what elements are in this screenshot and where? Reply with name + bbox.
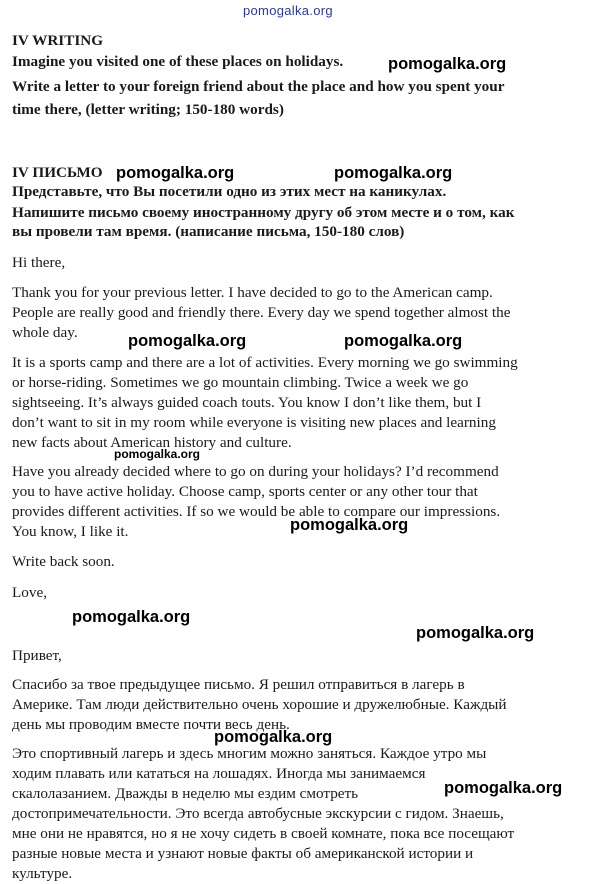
watermark: pomogalka.org (344, 332, 463, 350)
english-task-line: time there, (letter writing; 150-180 words) (12, 101, 284, 118)
russian-task-line: вы провели там время. (написание письма, 150-180 слов) (12, 223, 405, 240)
text-line: культуре. (12, 865, 73, 882)
english-task-line: Write a letter to your foreign friend about the place and how you spent your (12, 78, 505, 95)
text-line: It is a sports camp and there are a lot of activities. Every morning we go swimming (12, 354, 518, 371)
text-line: мне они не нравятся, но я не хочу сидеть в своей комнате, пока все посещают (12, 825, 515, 842)
russian-letter-paragraph (12, 675, 592, 735)
text-line: Спасибо за твое предыдущее письмо. Я решил отправиться в лагерь в (12, 676, 465, 693)
watermark: pomogalka.org (444, 779, 563, 797)
text-line: день мы проводим вместе почти весь день. (12, 716, 290, 733)
text-line: скалолазанием. Дважды в неделю мы ездим смотреть (12, 785, 359, 802)
watermark: pomogalka.org (334, 164, 453, 182)
russian-task-heading: IV ПИСЬМО (12, 164, 103, 181)
russian-task-line: Представьте, что Вы посетили одно из этих мест на каникулах. (12, 183, 447, 200)
watermark: pomogalka.org (416, 624, 535, 642)
english-letter-paragraph (12, 353, 592, 453)
english-task-line: Imagine you visited one of these places on holidays. (12, 53, 344, 70)
watermark: pomogalka.org (72, 608, 191, 626)
russian-letter-paragraph (12, 744, 592, 884)
text-line: ходим плавать или кататься на лошадях. Иногда мы занимаемся (12, 765, 426, 782)
text-line: you to have active holiday. Choose camp, sports center or any other tour that (12, 483, 478, 500)
watermark: pomogalka.org (290, 516, 409, 534)
text-line: Have you already decided where to go on during your holidays? I’d recommend (12, 463, 499, 480)
text-line: разные новые места и узнают новые факты об американской истории и (12, 845, 474, 862)
russian-task-line: Напишите письмо своему иностранному другу об этом месте и о том, как (12, 204, 515, 221)
watermark-top: pomogalka.org (243, 3, 333, 18)
text-line: Америке. Там люди действительно очень хорошие и дружелюбные. Каждый (12, 696, 507, 713)
english-letter-greeting: Hi there, (12, 254, 66, 271)
text-line: достопримечательности. Это всегда автобусные экскурсии с гидом. Знаешь, (12, 805, 504, 822)
watermark: pomogalka.org (214, 728, 333, 746)
text-line: or horse-riding. Sometimes we go mountain climbing. Twice a week we go (12, 374, 469, 391)
english-letter-signoff: Love, (12, 584, 48, 601)
text-line: Это спортивный лагерь и здесь многим можно заняться. Каждое утро мы (12, 745, 487, 762)
text-line: People are really good and friendly there. Every day we spend together almost the (12, 304, 511, 321)
russian-letter-greeting: Привет, (12, 647, 62, 664)
watermark: pomogalka.org (388, 55, 507, 73)
english-task-heading: IV WRITING (12, 32, 104, 49)
text-line: whole day. (12, 324, 78, 341)
text-line: sightseeing. It’s always guided coach touts. You know I don’t like them, but I (12, 394, 482, 411)
watermark: pomogalka.org (114, 447, 201, 461)
text-line: provides different activities. If so we would be able to compare our impressions. (12, 503, 501, 520)
watermark: pomogalka.org (116, 164, 235, 182)
english-letter-closing: Write back soon. (12, 553, 115, 570)
text-line: You know, I like it. (12, 523, 129, 540)
english-letter-paragraph (12, 283, 592, 343)
watermark: pomogalka.org (128, 332, 247, 350)
text-line: new facts about American history and culture. (12, 434, 292, 451)
text-line: don’t want to sit in my room while everyone is visiting new places and learning (12, 414, 496, 431)
text-line: Thank you for your previous letter. I have decided to go to the American camp. (12, 284, 493, 301)
